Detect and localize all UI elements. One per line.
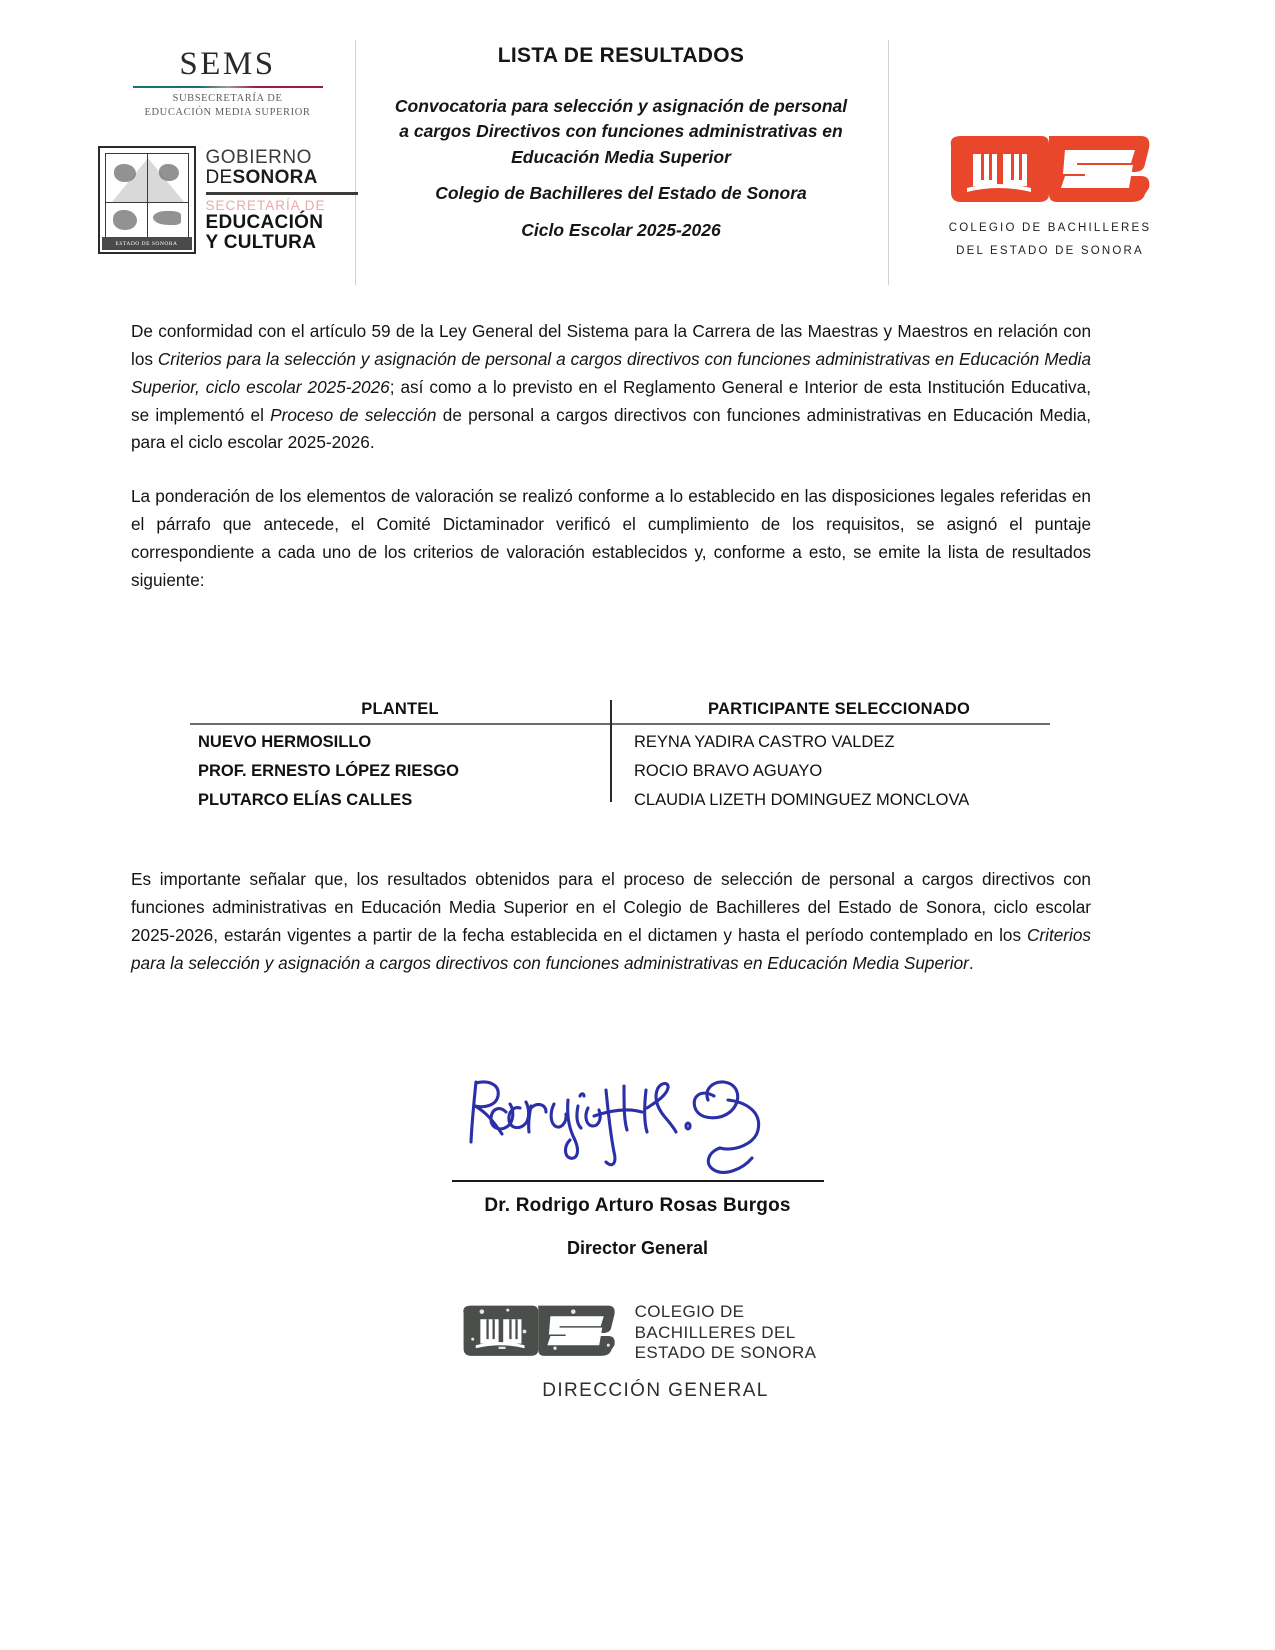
table-row: NUEVO HERMOSILLO [198, 733, 372, 751]
results-table [190, 700, 1050, 816]
p3-italic-criterios: Criterios para la selección y asignación a cargos directivos con funciones administrativas en Educación Media Superior [131, 924, 1091, 973]
stamp-caption [635, 1302, 817, 1364]
school-cycle: Ciclo Escolar 2025-2026 [521, 219, 721, 240]
sonora-shield-icon [98, 146, 196, 254]
educacion-label: EDUCACIÓN [205, 211, 324, 233]
gobierno-label: GOBIERNO [205, 146, 312, 168]
p1-part-c: de personal a cargos directivos con funciones administrativas en Educación Media, para el ciclo escolar 2025-2026. [131, 404, 1092, 453]
table-row: CLAUDIA LIZETH DOMINGUEZ MONCLOVA [634, 790, 970, 809]
header-divider-right [888, 40, 889, 285]
stamp-caption-line3: ESTADO DE SONORA [634, 1343, 817, 1363]
cobach-stamp-icon [459, 1300, 619, 1366]
p3-part-b: . [968, 952, 974, 973]
header-left-logos [100, 48, 355, 288]
stamp-caption-line2: BACHILLERES DEL [634, 1322, 796, 1342]
signature-image [428, 1060, 848, 1180]
table-row: REYNA YADIRA CASTRO VALDEZ [634, 733, 895, 751]
secretaria-label: SECRETARÍA DE [205, 197, 326, 213]
de-sonora-label: DESONORA [205, 166, 318, 188]
p1-part-a: De conformidad con el artículo 59 de la Ley General del Sistema para la Carrera de las Maestras y Maestros en relación con los [131, 321, 1091, 369]
table-row: PROF. ERNESTO LÓPEZ RIESGO [198, 761, 459, 780]
subtitle-line-2: a cargos Directivos con funciones administrativas en [399, 121, 843, 142]
cobach-caption-line2: DEL ESTADO DE SONORA [956, 244, 1144, 257]
paragraph-2: La ponderación de los elementos de valoración se realizó conforme a lo establecido en las disposiciones legales referidas en el párrafo que antecede, el Comité Dictaminador verificó el cumplimiento de los requisitos, se asignó el puntaje correspondiente a cada uno de los criterios de valoración establecidos y, conforme a esto, se emite la lista de resultados siguiente: [131, 486, 1091, 590]
subtitle-line-3: Educación Media Superior [511, 146, 731, 167]
p3-part-a: Es importante señalar que, los resultados obtenidos para el proceso de selección de personal a cargos directivos con funciones administrativas en Educación Media Superior en el Colegio de Bachilleres del Estado de Sonora, ciclo escolar 2025-2026, estarán vigentes a partir de la fecha establecida en el dictamen y hasta el período contemplado en los [131, 869, 1091, 945]
sonora-rule [206, 192, 358, 195]
page-title: LISTA DE RESULTADOS [497, 44, 745, 67]
subtitle-line-1: Convocatoria para selección y asignación de personal [394, 96, 848, 116]
sems-logo [120, 48, 335, 120]
table-header-participante: PARTICIPANTE SELECCIONADO [708, 700, 970, 718]
cultura-label: Y CULTURA [205, 231, 317, 253]
p1-italic-proceso: Proceso de selección [270, 404, 437, 425]
cobach-logo-icon [945, 130, 1155, 214]
table-row: ROCIO BRAVO AGUAYO [634, 761, 823, 780]
sems-rule [133, 86, 323, 88]
signature-block [0, 1060, 1275, 1259]
paragraph-1 [131, 318, 1091, 457]
stamp-caption-line1: COLEGIO DE [634, 1301, 745, 1321]
sems-subtitle-line1: SUBSECRETARÍA DE [172, 93, 283, 104]
document-header [0, 0, 1275, 300]
footer-stamp [0, 1300, 1275, 1402]
cobach-caption-line1: COLEGIO DE BACHILLERES [948, 222, 1152, 234]
p1-part-b: ; así como a lo previsto en el Reglamento General e Interior de esta Institución Educativa, se implementó el [131, 376, 1091, 425]
sems-subtitle-line2: EDUCACIÓN MEDIA SUPERIOR [144, 107, 311, 119]
direccion-general-label: DIRECCIÓN GENERAL [542, 1380, 769, 1401]
handwritten-signature-icon [428, 1060, 848, 1180]
shield-banner-text: ESTADO DE SONORA [102, 237, 192, 250]
document-body [131, 318, 1091, 621]
header-titles [356, 44, 886, 243]
table-header-rule [190, 723, 1050, 725]
table-column-divider [610, 700, 612, 802]
document-closing [131, 866, 1091, 1003]
table-header-plantel: PLANTEL [361, 700, 439, 718]
signature-rule [452, 1180, 824, 1182]
sems-wordmark: SEMS [179, 46, 276, 82]
paragraph-3 [131, 866, 1091, 977]
table-row: PLUTARCO ELÍAS CALLES [198, 790, 413, 809]
p1-italic-criterios: Criterios para la selección y asignación de personal a cargos directivos con funciones administrativas en Educación Media Superior, ciclo escolar 2025-2026 [131, 348, 1092, 397]
institution-name: Colegio de Bachilleres del Estado de Sonora [435, 183, 807, 204]
signer-role: Director General [566, 1238, 709, 1258]
signer-name: Dr. Rodrigo Arturo Rosas Burgos [484, 1195, 791, 1216]
gobierno-sonora-logo [98, 146, 358, 254]
cobach-logo-block [900, 130, 1200, 259]
